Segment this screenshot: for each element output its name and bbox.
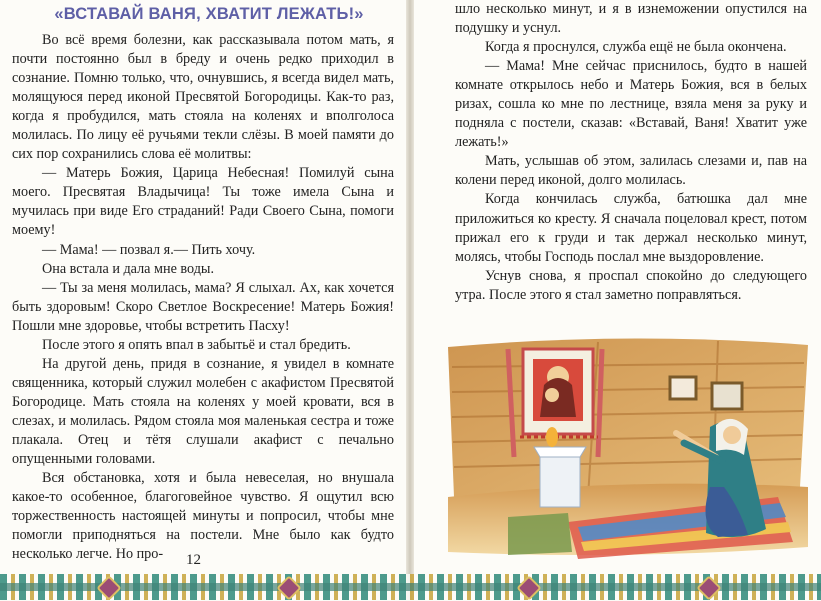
paragraph: Уснув снова, я проспал спокойно до следующего утра. После этого я стал заметно поправляться. [455, 267, 807, 303]
paragraph: Мать, услышав об этом, залилась слезами и, пав на колени перед иконой, долго молилась. [455, 153, 807, 189]
paragraph: Когда я проснулся, служба ещё не была окончена. [485, 39, 787, 56]
page-number: 12 [186, 552, 201, 568]
paragraph: Она встала и дала мне воды. [42, 260, 215, 277]
paragraph: После этого я опять впал в забытьё и стал бредить. [42, 336, 351, 353]
chapter-title: «ВСТАВАЙ ВАНЯ, ХВАТИТ ЛЕЖАТЬ!» [54, 5, 364, 23]
paragraph: — Ты за меня молилась, мама? Я слыхал. Ах, как хочется быть здоровым! Скоро Светлое Воскресение! Матерь Божия! Пошли мне здоровье, чтобы встретить Пасху! [12, 279, 394, 334]
right-page-text [455, 0, 807, 305]
paragraph: Когда кончилась служба, батюшка дал мне приложиться ко кресту. Я сначала поцеловал крест, потом прижал его к груди и так держал несколько минут, молясь, чтобы Господь послал мне выздоровление. [455, 191, 807, 265]
paragraph: На другой день, придя в сознание, я увидел в комнате священника, который служил молебен с акафистом Пресвятой Богородице. Мать стояла на коленях у моей кровати, вся в слезах, и молилась. Рядом стояла моя маленькая сестра и тоже плакала. Отец и тётя слушали акафист с печально опущенными головами. [12, 355, 394, 468]
ornament-icon [276, 575, 301, 600]
illustration-prayer-before-icon [448, 337, 808, 560]
paragraph: Во всё время болезни, как рассказывала потом мать, я почти постоянно был в бреду и очень редко приходил в сознание. Помню только, что, очнувшись, я всегда видел мать, молящуюся перед иконой Пресвятой Богородицы. Как-то раз, когда я пробудился, мать стояла на коленях и вполголоса молилась. По лицу её ручьями текли слёзы. В моей памяти до сих пор сохранились слова её молитвы: [12, 32, 394, 163]
ornament-icon [696, 575, 721, 600]
paragraph: — Матерь Божия, Царица Небесная! Помилуй сына моего. Пресвятая Владычица! Ты тоже имела Сына и мучилась при виде Его страданий! Ради Своего Сына, помоги моему! [12, 165, 394, 239]
left-page-text [12, 31, 394, 564]
ornament-icon [516, 575, 541, 600]
book-gutter [406, 0, 414, 600]
decorative-border [0, 574, 821, 600]
paragraph-continuation: шло несколько минут, и я в изнеможении опустился на подушку и уснул. [455, 1, 807, 37]
ornament-icon [96, 575, 121, 600]
illustration-svg [448, 337, 808, 560]
paragraph: — Мама! — позвал я.— Пить хочу. [42, 241, 256, 258]
paragraph: — Мама! Мне сейчас приснилось, будто в нашей комнате открылось небо и Матерь Божия, вся в белых ризах, сошла ко мне по лестнице, взяла меня за руку и подняла с постели, сказав: «Вставай, Ваня! Хватит уже лежать!» [455, 58, 807, 151]
paragraph: Вся обстановка, хотя и была невеселая, но внушала какое-то особенное, благоговейное чувство. Я ощутил всю торжественность настоящей минуты и попросил, чтобы мне помогли приподняться на постели. Мне было как будто несколько легче. Но про- [12, 470, 394, 563]
